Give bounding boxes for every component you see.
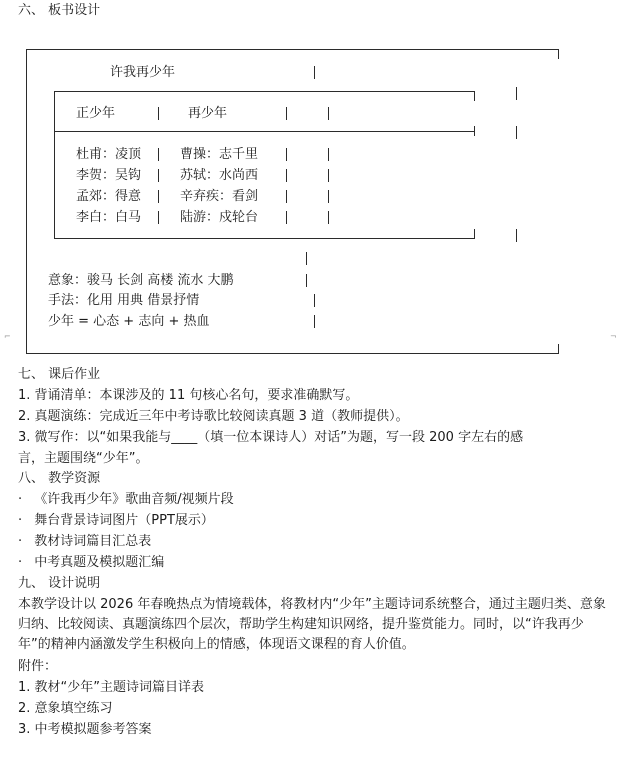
- summary-divider-2: [314, 294, 315, 307]
- outer-right-tick: [558, 49, 559, 59]
- inner-bottom-border: [54, 238, 474, 239]
- row-4-right: 陆游：戍轮台: [180, 210, 259, 225]
- homework-item-2: 2. 真题演练：完成近三年中考诗歌比较阅读真题 3 道（教师提供）。: [18, 409, 409, 424]
- outer-bottom-border: [26, 353, 558, 354]
- outer-right-marker-2: [516, 126, 517, 139]
- summary-divider-0: [306, 252, 307, 265]
- row-3-divider-3: [328, 190, 329, 203]
- row-1-left: 杜甫：凌顶: [76, 147, 142, 162]
- row-3-divider-2: [286, 190, 287, 203]
- outer-right-marker-1: [516, 87, 517, 100]
- row-4-divider-1: [158, 211, 159, 224]
- inner-left-border: [54, 91, 55, 239]
- board-imagery: 意象：骏马 长剑 高楼 流水 大鹏: [48, 273, 234, 288]
- row-1-right: 曹操：志千里: [180, 147, 259, 162]
- margin-mark-right: ¬: [610, 332, 617, 341]
- resource-item-2: [18, 512, 214, 530]
- inner-right-tick-bottom: [474, 229, 475, 239]
- section-8-heading: 八、 教学资源: [18, 471, 101, 486]
- row-4-left: 李白：白马: [76, 210, 142, 225]
- row-4-divider-3: [328, 211, 329, 224]
- header-separator: [54, 131, 474, 132]
- row-4-divider-2: [286, 211, 287, 224]
- bullet-icon: ·: [18, 555, 23, 570]
- section-6-heading: 六、 板书设计: [18, 3, 101, 18]
- resource-item-4: [18, 554, 164, 572]
- row-2-left: 李贺：吴钩: [76, 168, 142, 183]
- row-1-divider-3: [328, 148, 329, 161]
- summary-divider-1: [306, 274, 307, 287]
- design-note: 本教学设计以 2026 年春晚热点为情境载体，将教材内“少年”主题诗词系统整合，通过主题归类、意象归纳、比较阅读、真题演练四个层次，帮助学生构建知识网络，提升鉴赏能力。同时，以“许我再少年”的精神内涵激发学生积极向上的情感，体现语文课程的育人价值。: [18, 597, 606, 652]
- board-title: 许我再少年: [110, 65, 176, 80]
- resource-item-2-text: 舞台背景诗词图片（PPT展示）: [34, 513, 214, 528]
- attachment-item-2: 2. 意象填空练习: [18, 701, 113, 716]
- row-1-divider-2: [286, 148, 287, 161]
- outer-right-marker-3: [516, 229, 517, 242]
- margin-mark-left: ⌐: [4, 332, 11, 341]
- homework-item-1: 1. 背诵清单：本课涉及的 11 句核心名句，要求准确默写。: [18, 388, 359, 403]
- row-1-divider-1: [158, 148, 159, 161]
- row-3-divider-1: [158, 190, 159, 203]
- inner-right-tick: [474, 91, 475, 101]
- col1-header: 正少年: [76, 106, 116, 121]
- attachment-item-3: 3. 中考模拟题参考答案: [18, 722, 152, 737]
- board-technique: 手法：化用 用典 借景抒情: [48, 293, 200, 308]
- resource-item-3-text: 教材诗词篇目汇总表: [34, 534, 152, 549]
- attachment-item-1: 1. 教材“少年”主题诗词篇目详表: [18, 680, 205, 695]
- header-divider-2: [286, 107, 287, 120]
- resource-item-3: [18, 533, 151, 551]
- row-3-left: 孟郊：得意: [76, 189, 142, 204]
- bullet-icon: ·: [18, 534, 23, 549]
- section-7-heading: 七、 课后作业: [18, 367, 101, 382]
- outer-right-tick-bottom: [558, 344, 559, 354]
- attachments-label: 附件：: [18, 659, 58, 674]
- title-divider: [314, 66, 315, 79]
- inner-top-border: [54, 91, 474, 92]
- resource-item-1: [18, 491, 234, 509]
- bullet-icon: ·: [18, 513, 23, 528]
- summary-divider-3: [314, 315, 315, 328]
- header-divider-3: [328, 107, 329, 120]
- resource-item-4-text: 中考真题及模拟题汇编: [34, 555, 165, 570]
- row-2-divider-2: [286, 169, 287, 182]
- header-divider-1: [158, 107, 159, 120]
- board-formula: 少年 = 心态 + 志向 + 热血: [48, 314, 210, 329]
- outer-left-border: [26, 49, 27, 354]
- row-3-right: 辛弃疾：看剑: [180, 189, 259, 204]
- row-2-right: 苏轼：水尚西: [180, 168, 259, 183]
- section-9-heading: 九、 设计说明: [18, 576, 101, 591]
- separator-right-tick: [474, 126, 475, 136]
- homework-item-3: 3. 微写作：以“如果我能与____（填一位本课诗人）对话”为题，写一段 200 字左右的感: [18, 430, 524, 445]
- resource-item-1-text: 《许我再少年》歌曲音频/视频片段: [34, 492, 234, 507]
- col2-header: 再少年: [188, 106, 228, 121]
- row-2-divider-1: [158, 169, 159, 182]
- outer-top-border: [26, 49, 558, 50]
- homework-item-3-cont: 言，主题围绕“少年”。: [18, 451, 149, 466]
- bullet-icon: ·: [18, 492, 23, 507]
- row-2-divider-3: [328, 169, 329, 182]
